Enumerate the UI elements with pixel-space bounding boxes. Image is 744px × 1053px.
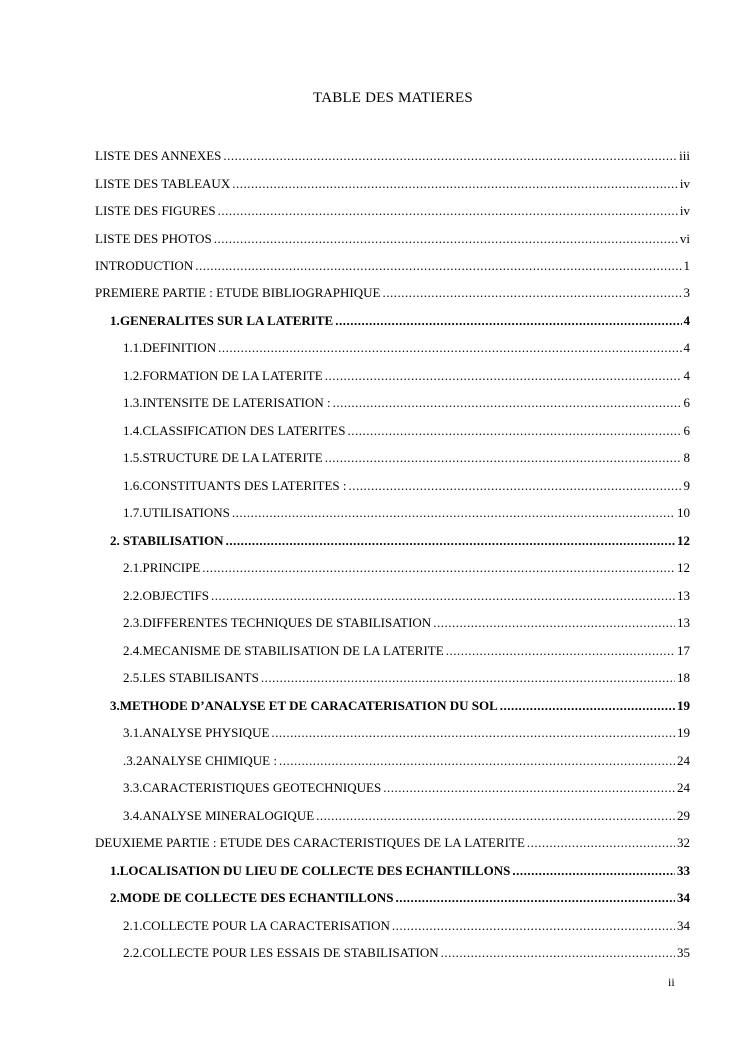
toc-entry[interactable] [110,863,690,883]
toc-entry[interactable] [123,615,690,635]
dot-leader [392,918,675,934]
toc-label: UTILISATIONS [142,505,230,520]
toc-page: 24 [677,780,690,795]
toc-entry[interactable] [95,258,690,278]
toc-entry[interactable] [123,753,690,773]
toc-entry[interactable] [110,313,690,333]
toc-label: STABILISATION [122,533,224,548]
dot-leader [223,148,677,164]
toc-label: LES STABILISANTS [142,670,259,685]
dot-leader [446,643,675,659]
toc-page: 13 [677,615,690,630]
toc-number: 1. [110,863,120,878]
toc-label: COLLECTE POUR LA CARACTERISATION [142,918,390,933]
toc-entry[interactable] [123,423,690,443]
toc-entry[interactable] [123,918,690,938]
toc-label: MECANISME DE STABILISATION DE LA LATERITE [142,643,444,658]
toc-page: 34 [677,890,690,905]
toc-number: 2. [110,890,120,905]
toc-page: 33 [677,863,690,878]
toc-label: FORMATION DE LA LATERITE [142,368,323,383]
toc-page: 9 [683,478,690,493]
dot-leader [232,176,678,192]
dot-leader [316,808,675,824]
dot-leader [512,863,675,879]
toc-entry[interactable] [123,588,690,608]
toc-number: 2.4. [123,643,143,658]
toc-label: ANALYSE MINERALOGIQUE [142,808,315,823]
toc-entry[interactable] [123,505,690,525]
dot-leader [218,203,678,219]
toc-entry[interactable] [123,340,690,360]
toc-number: 1.5. [123,450,143,465]
toc-entry[interactable] [123,368,690,388]
toc-page: 4 [683,340,690,355]
dot-leader [226,533,675,549]
toc-page: 24 [677,753,690,768]
toc-entry[interactable] [95,835,690,855]
dot-leader [279,753,675,769]
toc-page: 19 [677,698,690,713]
dot-leader [214,231,678,247]
toc-page: 4 [683,368,690,383]
toc-label: STRUCTURE DE LA LATERITE [142,450,323,465]
toc-page: 8 [683,450,690,465]
dot-leader [433,615,675,631]
toc-page: 35 [677,945,690,960]
toc-page: 13 [677,588,690,603]
dot-leader [335,313,681,329]
dot-leader [211,588,675,604]
toc-entry[interactable] [110,698,690,718]
toc-number: 2.2. [123,588,143,603]
toc-page: iv [679,176,690,191]
toc-label: ANALYSE PHYSIQUE [142,725,270,740]
page-title: TABLE DES MATIERES [313,90,473,106]
dot-leader [325,450,682,466]
toc-entry[interactable] [123,643,690,663]
dot-leader [527,835,675,851]
toc-number: 1.4. [123,423,143,438]
dot-leader [349,478,682,494]
toc-page: 6 [683,423,690,438]
toc-number: 1.3. [123,395,143,410]
toc-page: 6 [683,395,690,410]
toc-entry[interactable] [110,890,690,910]
dot-leader [396,890,675,906]
toc-label: CLASSIFICATION DES LATERITES [142,423,346,438]
toc-label: PRINCIPE [142,560,201,575]
toc-label: COLLECTE POUR LES ESSAIS DE STABILISATION [142,945,439,960]
toc-label: MODE DE COLLECTE DES ECHANTILLONS [119,890,394,905]
toc-label: INTRODUCTION [95,258,194,273]
toc-label: LISTE DES PHOTOS [95,231,212,246]
toc-label: LISTE DES TABLEAUX [95,176,231,191]
dot-leader [441,945,675,961]
toc-number: 2.1. [123,560,143,575]
toc-page: 1 [683,258,690,273]
toc-label: PREMIERE PARTIE : ETUDE BIBLIOGRAPHIQUE [95,285,381,300]
dot-leader [261,670,675,686]
dot-leader [382,285,681,301]
toc-entry[interactable] [123,808,690,828]
toc-label: METHODE D’ANALYSE ET DE CARACATERISATION DU SOL [119,698,498,713]
toc-label: CARACTERISTIQUES GEOTECHNIQUES [142,780,382,795]
dot-leader [325,368,682,384]
toc-page: 3 [683,285,690,300]
toc-label: OBJECTIFS [142,588,209,603]
toc-label: DEFINITION [142,340,217,355]
dot-leader [500,698,675,714]
toc-page: 32 [677,835,690,850]
toc-entry[interactable] [95,285,690,305]
dot-leader [383,780,675,796]
toc-page: 12 [677,560,690,575]
toc-number: 2.2. [123,945,143,960]
page-number: ii [668,975,675,989]
toc-label: GENERALITES SUR LA LATERITE [119,313,334,328]
toc-label: LISTE DES FIGURES [95,203,216,218]
dot-leader [202,560,675,576]
toc-page: 4 [683,313,690,328]
toc-page: 17 [677,643,690,658]
toc-page: 34 [677,918,690,933]
toc-label: LISTE DES ANNEXES [95,148,222,163]
toc-number: 3.3. [123,780,143,795]
toc-number: 2.5. [123,670,143,685]
toc-entry[interactable] [110,533,690,553]
toc-number: 3. [110,698,120,713]
dot-leader [271,725,675,741]
dot-leader [232,505,675,521]
toc-label: LOCALISATION DU LIEU DE COLLECTE DES ECHANTILLONS [119,863,511,878]
toc-entry[interactable] [95,148,690,168]
toc-page: 19 [677,725,690,740]
dot-leader [218,340,681,356]
toc-entry[interactable] [123,478,690,498]
toc-entry[interactable] [123,450,690,470]
toc-entry[interactable] [123,945,690,965]
toc-label: CONSTITUANTS DES LATERITES : [142,478,347,493]
dot-leader [347,423,681,439]
toc-number: 2.1. [123,918,143,933]
toc-number: 1.1. [123,340,143,355]
toc-label: DIFFERENTES TECHNIQUES DE STABILISATION [142,615,432,630]
toc-number: 1.2. [123,368,143,383]
toc-entry[interactable] [123,670,690,690]
toc-number: .3.2 [123,753,143,768]
toc-page: iv [679,203,690,218]
toc-label: INTENSITE DE LATERISATION : [142,395,331,410]
toc-number: 1.6. [123,478,143,493]
toc-entry[interactable] [95,231,690,251]
toc-page: 18 [677,670,690,685]
toc-number: 3.1. [123,725,143,740]
toc-number: 1.7. [123,505,143,520]
toc-page: iii [679,148,690,163]
dot-leader [195,258,681,274]
toc-entry[interactable] [95,203,690,223]
toc-number: 2. [110,533,120,548]
toc-entry[interactable] [95,176,690,196]
toc-page: 29 [677,808,690,823]
toc-entry[interactable] [123,395,690,415]
toc-number: 1. [110,313,120,328]
toc-page: 10 [677,505,690,520]
toc-page: vi [679,231,690,246]
toc-entry[interactable] [123,560,690,580]
toc-label: ANALYSE CHIMIQUE : [142,753,277,768]
toc-label: DEUXIEME PARTIE : ETUDE DES CARACTERISTIQUES DE LA LATERITE [95,835,525,850]
toc-page: 12 [677,533,690,548]
toc-entry[interactable] [123,780,690,800]
dot-leader [333,395,682,411]
toc-entry[interactable] [123,725,690,745]
toc-number: 3.4. [123,808,143,823]
toc-number: 2.3. [123,615,143,630]
